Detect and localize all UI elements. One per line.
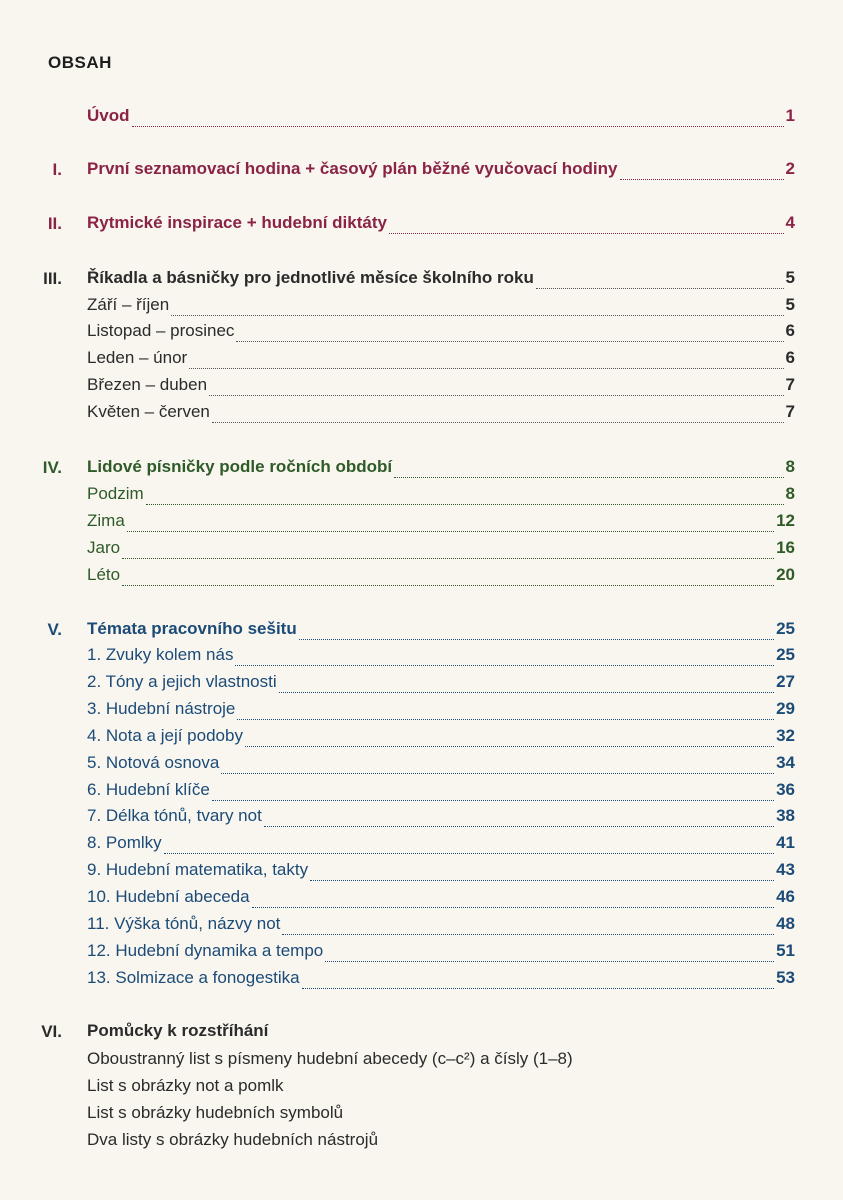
section-page: 4 <box>785 213 795 232</box>
toc-item-label: 7. Délka tónů, tvary not <box>87 806 262 825</box>
toc-item[interactable] <box>87 699 795 721</box>
toc-item-label: 4. Nota a její podoby <box>87 726 243 745</box>
toc-item-label: Březen – duben <box>87 375 208 394</box>
dot-leader <box>237 707 774 720</box>
toc-item[interactable] <box>87 833 795 855</box>
toc-item-label: Květen – červen <box>87 402 210 421</box>
section-title: Rytmické inspirace + hudební diktáty <box>87 213 387 232</box>
toc-item-page: 29 <box>776 699 795 718</box>
toc-item-page: 43 <box>776 860 795 879</box>
toc-item-page: 20 <box>776 565 795 584</box>
toc-item-label: 8. Pomlky <box>87 833 162 852</box>
section-title: Témata pracovního sešitu <box>87 619 297 638</box>
toc-item-label: Podzim <box>87 484 144 503</box>
toc-item[interactable] <box>87 348 795 370</box>
toc-item[interactable] <box>87 565 795 587</box>
toc-item-label: 1. Zvuky kolem nás <box>87 645 234 664</box>
dot-leader <box>209 383 783 396</box>
toc-item[interactable] <box>87 860 795 882</box>
toc-item[interactable] <box>87 726 795 748</box>
toc-item[interactable] <box>87 511 795 533</box>
toc-item-label: 11. Výška tónů, názvy not <box>87 914 281 933</box>
toc-section-4[interactable] <box>87 457 795 479</box>
section-number: VI. <box>41 1022 62 1041</box>
section-title[interactable]: Pomůcky k rozstříhání <box>87 1021 269 1040</box>
dot-leader <box>536 276 784 289</box>
toc-section-5[interactable] <box>87 619 795 641</box>
toc-item-label: Listopad – prosinec <box>87 321 235 340</box>
section-page: 2 <box>785 159 795 178</box>
toc-item-page: 7 <box>785 402 795 421</box>
toc-item[interactable] <box>87 753 795 775</box>
toc-item-label: 2. Tóny a jejich vlastnosti <box>87 672 277 691</box>
dot-leader <box>122 573 774 586</box>
toc-item-page: 5 <box>785 295 795 314</box>
toc-item[interactable] <box>87 645 795 667</box>
dot-leader <box>282 922 774 935</box>
toc-item-label[interactable]: Dva listy s obrázky hudebních nástrojů <box>87 1130 379 1149</box>
dot-leader <box>127 519 774 532</box>
toc-entry-page: 1 <box>785 106 795 125</box>
dot-leader <box>394 465 783 478</box>
toc-item-page: 48 <box>776 914 795 933</box>
toc-item-page: 6 <box>785 348 795 367</box>
toc-item-label: Léto <box>87 565 121 584</box>
toc-item-label[interactable]: Oboustranný list s písmeny hudební abecedy (c–c²) a čísly (1–8) <box>87 1049 573 1068</box>
toc-item-label: 5. Notová osnova <box>87 753 220 772</box>
dot-leader <box>389 221 784 234</box>
dot-leader <box>122 546 774 559</box>
dot-leader <box>310 868 774 881</box>
section-page: 8 <box>785 457 795 476</box>
toc-section-1[interactable] <box>87 159 795 181</box>
dot-leader <box>236 329 783 342</box>
toc-item-label[interactable]: List s obrázky hudebních symbolů <box>87 1103 344 1122</box>
toc-item-label: Zima <box>87 511 125 530</box>
toc-item[interactable] <box>87 484 795 506</box>
dot-leader <box>302 976 774 989</box>
toc-item-page: 12 <box>776 511 795 530</box>
dot-leader <box>299 627 774 640</box>
page-title: OBSAH <box>48 53 112 72</box>
section-title: První seznamovací hodina + časový plán běžné vyučovací hodiny <box>87 159 618 178</box>
dot-leader <box>235 653 774 666</box>
toc-section-2[interactable] <box>87 213 795 235</box>
toc-item-label: 13. Solmizace a fonogestika <box>87 968 300 987</box>
toc-item-page: 34 <box>776 753 795 772</box>
toc-item[interactable] <box>87 941 795 963</box>
dot-leader <box>212 788 774 801</box>
toc-item-page: 25 <box>776 645 795 664</box>
dot-leader <box>325 949 774 962</box>
toc-item[interactable] <box>87 402 795 424</box>
dot-leader <box>146 492 784 505</box>
dot-leader <box>279 680 774 693</box>
toc-item-label: Září – říjen <box>87 295 170 314</box>
toc-item-label: 9. Hudební matematika, takty <box>87 860 309 879</box>
dot-leader <box>264 814 774 827</box>
section-title: Říkadla a básničky pro jednotlivé měsíce školního roku <box>87 268 534 287</box>
toc-item-page: 16 <box>776 538 795 557</box>
dot-leader <box>221 761 774 774</box>
toc-item[interactable] <box>87 968 795 990</box>
toc-item-label: 12. Hudební dynamika a tempo <box>87 941 324 960</box>
toc-item-page: 8 <box>785 484 795 503</box>
toc-item[interactable] <box>87 780 795 802</box>
section-number: II. <box>47 214 62 233</box>
toc-item-label: Leden – únor <box>87 348 188 367</box>
toc-item-page: 27 <box>776 672 795 691</box>
toc-item[interactable] <box>87 806 795 828</box>
section-title: Lidové písničky podle ročních období <box>87 457 393 476</box>
dot-leader <box>620 167 784 180</box>
dot-leader <box>189 356 783 369</box>
toc-item-page: 7 <box>785 375 795 394</box>
section-number: IV. <box>42 458 62 477</box>
toc-item-label[interactable]: List s obrázky not a pomlk <box>87 1076 284 1095</box>
toc-item-page: 6 <box>785 321 795 340</box>
section-page: 25 <box>776 619 795 638</box>
dot-leader <box>164 841 774 854</box>
dot-leader <box>245 734 774 747</box>
toc-item-page: 32 <box>776 726 795 745</box>
toc-item-page: 38 <box>776 806 795 825</box>
toc-item[interactable] <box>87 672 795 694</box>
toc-item[interactable] <box>87 295 795 317</box>
section-page: 5 <box>785 268 795 287</box>
toc-item-label: 10. Hudební abeceda <box>87 887 250 906</box>
toc-item-page: 53 <box>776 968 795 987</box>
toc-item-page: 46 <box>776 887 795 906</box>
dot-leader <box>132 114 784 127</box>
dot-leader <box>212 410 784 423</box>
toc-item-page: 51 <box>776 941 795 960</box>
toc-item-label: 6. Hudební klíče <box>87 780 210 799</box>
dot-leader <box>252 895 774 908</box>
toc-item[interactable] <box>87 321 795 343</box>
toc-item[interactable] <box>87 538 795 560</box>
section-number: I. <box>52 160 62 179</box>
toc-section-3[interactable] <box>87 268 795 290</box>
dot-leader <box>171 303 783 316</box>
toc-item-label: 3. Hudební nástroje <box>87 699 236 718</box>
toc-item[interactable] <box>87 375 795 397</box>
toc-item-page: 41 <box>776 833 795 852</box>
toc-item-label: Jaro <box>87 538 121 557</box>
toc-item[interactable] <box>87 887 795 909</box>
section-number: V. <box>47 620 62 639</box>
toc-entry-label: Úvod <box>87 106 130 125</box>
toc-item[interactable] <box>87 914 795 936</box>
toc-item-page: 36 <box>776 780 795 799</box>
toc-entry-intro[interactable] <box>87 106 795 128</box>
section-number: III. <box>43 269 62 288</box>
